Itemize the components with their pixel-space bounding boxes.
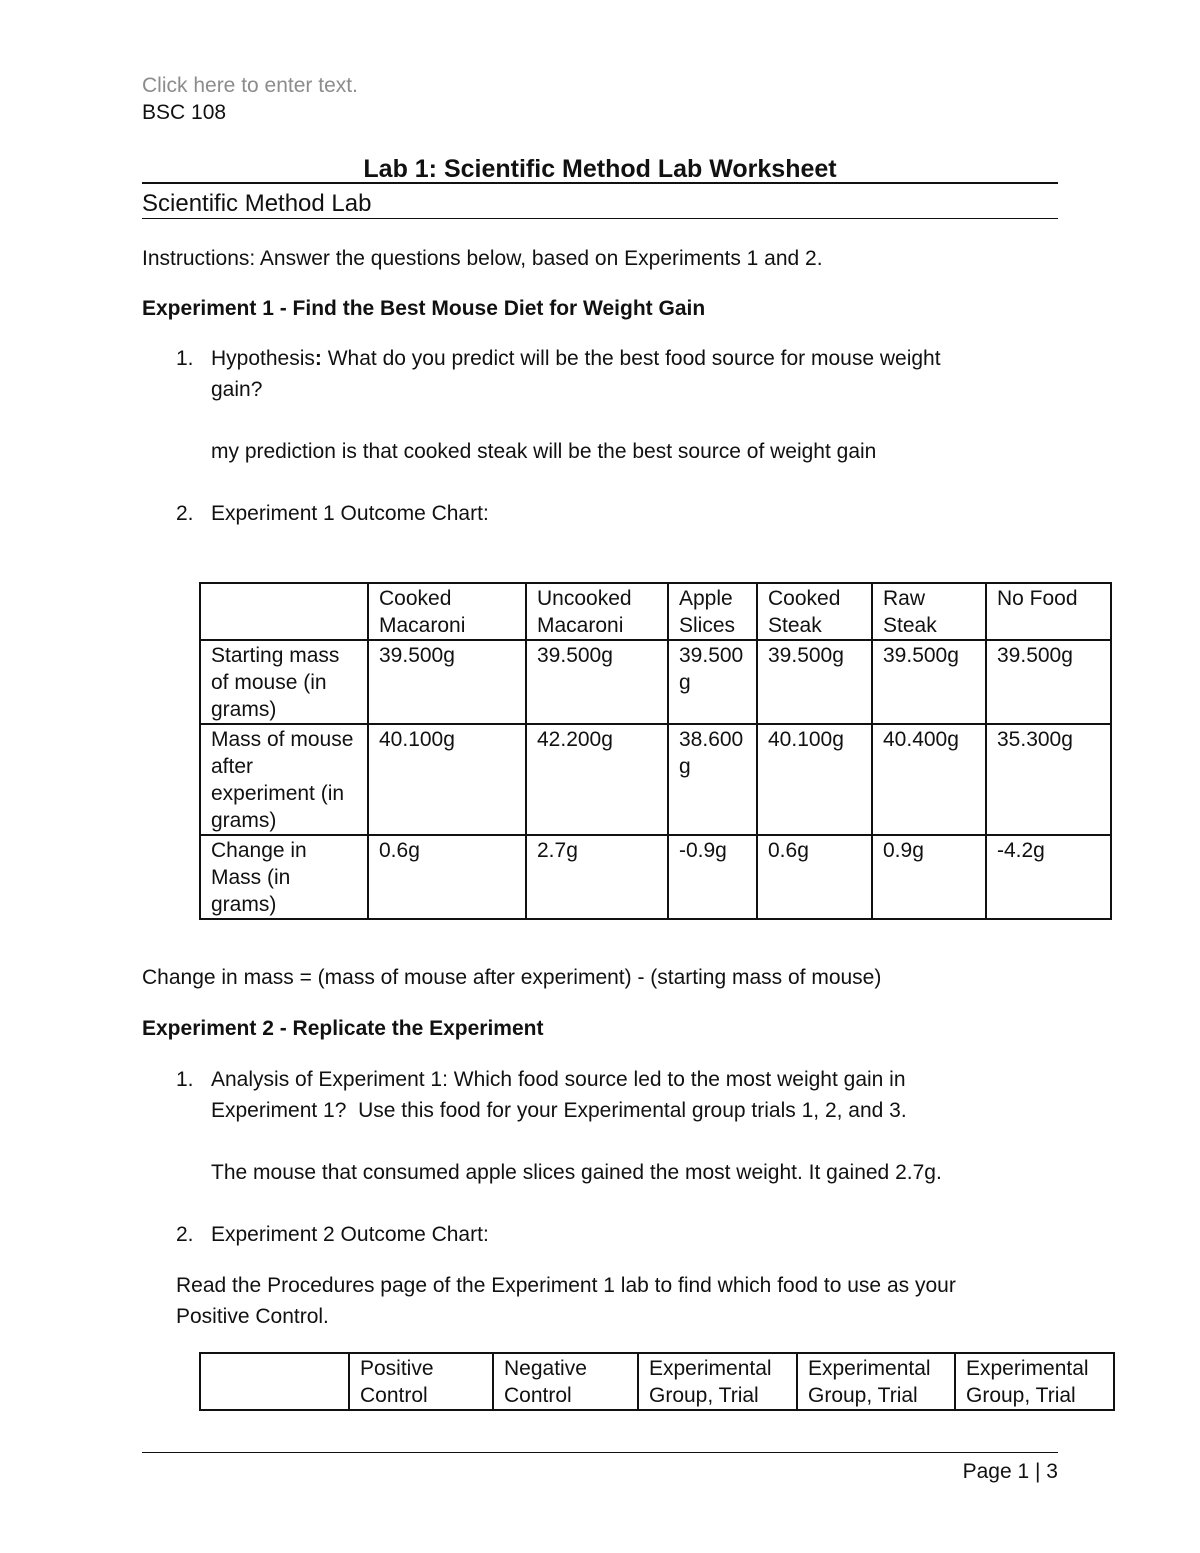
change-in-mass-formula: Change in mass = (mass of mouse after experiment) - (starting mass of mouse) — [142, 966, 882, 989]
experiment2-outcome-table — [199, 1352, 1115, 1411]
exp1-q1-text — [211, 344, 941, 374]
table-cell[interactable]: 35.300g — [986, 724, 1111, 835]
table-cell[interactable]: -0.9g — [668, 835, 757, 919]
exp2-q2-text: Experiment 2 Outcome Chart: — [211, 1223, 489, 1246]
table-header-cell: No Food — [986, 583, 1111, 640]
exp2-q1-text-cont: Experiment 1? Use this food for your Experimental group trials 1, 2, and 3. — [211, 1099, 907, 1122]
table-row — [200, 835, 1111, 919]
table-cell[interactable]: 39.500g — [526, 640, 668, 724]
table-cell[interactable]: -4.2g — [986, 835, 1111, 919]
exp2-q1-text: Analysis of Experiment 1: Which food source led to the most weight gain in — [211, 1068, 906, 1091]
page-number: Page 1 | 3 — [962, 1460, 1058, 1483]
table-header-cell: Cooked Steak — [757, 583, 872, 640]
table-header-row — [200, 583, 1111, 640]
footer-rule — [142, 1452, 1058, 1453]
experiment1-outcome-table — [199, 582, 1112, 920]
section-heading: Scientific Method Lab — [142, 190, 372, 217]
table-header-cell: Raw Steak — [872, 583, 986, 640]
procedures-note-cont: Positive Control. — [176, 1305, 329, 1328]
exp2-q1-number: 1. — [176, 1068, 194, 1091]
procedures-note: Read the Procedures page of the Experiment 1 lab to find which food to use as your — [176, 1274, 956, 1297]
click-to-enter-text-field[interactable]: Click here to enter text. — [142, 74, 358, 97]
table-row-label: Change in Mass (in grams) — [200, 835, 368, 919]
table-header-cell: Experimental Group, Trial — [638, 1353, 797, 1410]
hypothesis-label: Hypothesis — [211, 347, 315, 370]
title-rule — [142, 182, 1058, 184]
hypothesis-answer[interactable]: my prediction is that cooked steak will be the best source of weight gain — [211, 440, 877, 463]
table-cell[interactable]: 40.400g — [872, 724, 986, 835]
table-cell[interactable]: 39.500g — [368, 640, 526, 724]
table-row-label: Mass of mouse after experiment (in grams) — [200, 724, 368, 835]
table-header-cell: Apple Slices — [668, 583, 757, 640]
exp2-q2-number: 2. — [176, 1223, 194, 1246]
hypothesis-question: What do you predict will be the best food source for mouse weight — [321, 347, 941, 370]
exp1-q2-text: Experiment 1 Outcome Chart: — [211, 502, 489, 525]
table-header-cell: Experimental Group, Trial — [955, 1353, 1114, 1410]
table-header-cell: Positive Control — [349, 1353, 493, 1410]
table-cell[interactable]: 2.7g — [526, 835, 668, 919]
table-header-cell: Cooked Macaroni — [368, 583, 526, 640]
exp1-q1-text-cont: gain? — [211, 378, 263, 401]
section-rule — [142, 218, 1058, 219]
table-row-label: Starting mass of mouse (in grams) — [200, 640, 368, 724]
table-row — [200, 640, 1111, 724]
table-cell[interactable]: 0.6g — [368, 835, 526, 919]
table-header-cell — [200, 1353, 349, 1410]
table-cell[interactable]: 0.6g — [757, 835, 872, 919]
table-cell[interactable]: 39.500g — [668, 640, 757, 724]
experiment1-heading: Experiment 1 - Find the Best Mouse Diet for Weight Gain — [142, 297, 706, 320]
exp1-q2-number: 2. — [176, 502, 194, 525]
table-cell[interactable]: 0.9g — [872, 835, 986, 919]
table-cell[interactable]: 38.600g — [668, 724, 757, 835]
table-header-cell: Experimental Group, Trial — [797, 1353, 955, 1410]
experiment2-heading: Experiment 2 - Replicate the Experiment — [142, 1017, 544, 1040]
page-title: Lab 1: Scientific Method Lab Worksheet — [363, 155, 837, 183]
table-cell[interactable]: 39.500g — [757, 640, 872, 724]
table-row — [200, 724, 1111, 835]
table-header-cell: Uncooked Macaroni — [526, 583, 668, 640]
analysis-answer[interactable]: The mouse that consumed apple slices gained the most weight. It gained 2.7g. — [211, 1161, 942, 1184]
table-cell[interactable]: 42.200g — [526, 724, 668, 835]
table-cell[interactable]: 39.500g — [872, 640, 986, 724]
hypothesis-colon: : — [314, 347, 322, 370]
table-header-row — [200, 1353, 1114, 1410]
table-cell[interactable]: 40.100g — [368, 724, 526, 835]
table-cell[interactable]: 40.100g — [757, 724, 872, 835]
table-header-cell: Negative Control — [493, 1353, 638, 1410]
table-header-cell — [200, 583, 368, 640]
course-code: BSC 108 — [142, 101, 227, 124]
instructions: Instructions: Answer the questions below, based on Experiments 1 and 2. — [142, 247, 823, 270]
exp1-q1-number: 1. — [176, 347, 194, 370]
table-cell[interactable]: 39.500g — [986, 640, 1111, 724]
